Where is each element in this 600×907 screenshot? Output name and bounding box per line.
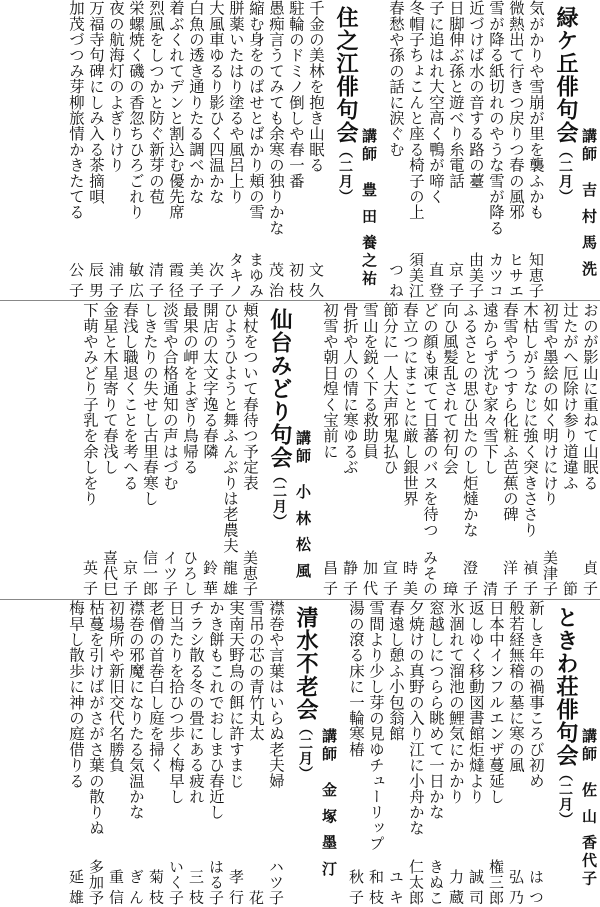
author-name: 弘 乃 xyxy=(507,869,525,905)
band-top xyxy=(0,0,600,300)
group-header-midorigaoka xyxy=(546,0,600,300)
author-name: 公 子 xyxy=(67,262,85,298)
poem-column: 春立つにまことに厳し銀世界 時 美 xyxy=(401,302,419,596)
poem-column: 新しき年の禍事ころび初め は つ xyxy=(527,600,545,905)
author-name: 貞 子 xyxy=(581,560,599,596)
author-name: つ ね xyxy=(387,262,405,298)
group-title: 清水不老会（二月） xyxy=(293,606,318,781)
author-name: 洋 子 xyxy=(501,560,519,596)
poem-column: 枯蔓を引けばがさがさ葉の散りぬ 多加予 xyxy=(87,600,105,905)
poem-column: 雪山を鋭く下る救助員 加 代 xyxy=(361,302,379,596)
author-name: 孝 行 xyxy=(227,869,245,905)
poem-column: 初雪や朝日煌く宝前に 昌 子 xyxy=(321,302,339,596)
poem-column: 胼薬いたはり塗るや風呂上り タキノ xyxy=(227,0,245,298)
author-name: 菊 枝 xyxy=(147,869,165,905)
poem-column: 夕焼けの真野の入り江に小舟かな 仁太郎 xyxy=(407,600,425,905)
group-header-sendai-midori xyxy=(260,302,314,598)
author-name: 澄 子 xyxy=(461,560,479,596)
author-name: 文 久 xyxy=(307,262,325,298)
author-name: 昌 子 xyxy=(321,560,339,596)
poem-column: かき餅もこれでおしまひ春近し はる子 xyxy=(207,600,225,905)
author-name: ハツ子 xyxy=(267,859,285,905)
author-name: 清 xyxy=(481,580,499,596)
poem-column: 気がかりや雪崩が里を襲ふかも 知恵子 xyxy=(527,0,545,298)
author-name: イツ子 xyxy=(161,550,179,596)
poem-column: 雪吊の芯の青竹丸太 花 xyxy=(247,600,265,905)
author-name: 英 子 xyxy=(81,560,99,596)
author-name: ひろし xyxy=(181,550,199,596)
poem-column: 最果の岬をよぎり鳥帰る ひろし xyxy=(181,302,199,596)
poem-column: 金星と木星寄りて春浅し 喜代巳 xyxy=(101,302,119,596)
author-name: いく子 xyxy=(167,859,185,905)
author-name: 初 枝 xyxy=(287,262,305,298)
group-title: 仙台みどり句会（二月） xyxy=(267,308,292,529)
author-name: 秋 子 xyxy=(347,869,365,905)
author-name: 美津子 xyxy=(541,550,559,596)
poem-column: 節分に一人大声邪鬼払ひ 宣 子 xyxy=(381,302,399,596)
poem-column: 着ぶくれてデンと割込む優先席 霞 径 xyxy=(167,0,185,298)
teacher-name: 講師 吉 村 馬 洗 xyxy=(580,128,598,279)
author-name: 京 子 xyxy=(121,560,139,596)
poem-column: おのが影山に重ねて山眠る 貞 子 xyxy=(581,302,599,596)
author-name: 多加予 xyxy=(87,859,105,905)
poem-column: しきたりの失せし古里春寒し 信一郎 xyxy=(141,302,159,596)
teacher-name: 講師 金 塚 墨 汀 xyxy=(320,728,338,879)
author-name: 静 子 xyxy=(341,560,359,596)
poem-column: 雪が降る紙切れのやうな雪が降る カツコ xyxy=(487,0,505,298)
group-title: ときわ荘俳句会（二月） xyxy=(553,606,578,827)
poem-column: 微熱出て行きつ戻りつ春の風邪 ヒサエ xyxy=(507,0,525,298)
poem-column: 千金の美林を抱き山眠る 文 久 xyxy=(307,0,325,298)
poem-column: 愚痴言うてみても余寒の独りかな 茂 治 xyxy=(267,0,285,298)
author-name: 延 雄 xyxy=(67,869,85,905)
poem-column: 日脚伸ぶ孫と遊べり糸電話 京 子 xyxy=(447,0,465,298)
author-name: 知恵子 xyxy=(527,252,545,298)
poem-column: 返しゆく移動図書館炬燵より 誠 司 xyxy=(467,600,485,905)
author-name: カツコ xyxy=(487,252,505,298)
poem-column: 実南天野鳥の餌に許すまじ 孝 行 xyxy=(227,600,245,905)
poem-column: 春雪やうつすら化粧ふ芭蕉の碑 洋 子 xyxy=(501,302,519,596)
poem-column: 栄螺焼く磯の香忽ちひろごれり 敏 広 xyxy=(127,0,145,298)
poem-column: ひようひようと舞ふんぶりは老農夫 龍 雄 xyxy=(221,302,239,596)
poem-column: 初雪や墨絵の如く明けにけり 美津子 xyxy=(541,302,559,596)
author-name: 直 登 xyxy=(427,262,445,298)
poem-column: 子に追はれ大空高く鴨が啼く 直 登 xyxy=(427,0,445,298)
poem-column: 加茂づつみ芽柳旅情かきたてる 公 子 xyxy=(67,0,85,298)
poem-column: 雪間より少し芽の見ゆチューリップ 和 枝 xyxy=(367,600,385,905)
poem-column: 淡雪や合格通知の声はづむ イツ子 xyxy=(161,302,179,596)
poem-column: 般若経無稽の墓に寒の風 弘 乃 xyxy=(507,600,525,905)
poem-column: 氷涸れて溜池の鯉気にかかり 力 蔵 xyxy=(447,600,465,905)
poem-column: 駐輪のドミノ倒しや春一番 初 枝 xyxy=(287,0,305,298)
poem-column: 老僧の首巻白し庭を掃く 菊 枝 xyxy=(147,600,165,905)
band-middle-columns xyxy=(0,302,600,598)
author-name: 花 xyxy=(247,889,265,905)
author-name: 次 子 xyxy=(207,262,225,298)
poem-column: 烈風をしつかと防ぐ新芽の苞 清 子 xyxy=(147,0,165,298)
poem-column: 冬帽子ちょこんと座る椅子の上 須美江 xyxy=(407,0,425,298)
poem-column: 夜の航海灯のよぎりけり 浦 子 xyxy=(107,0,125,298)
band-middle xyxy=(0,302,600,598)
author-name: 清 子 xyxy=(147,262,165,298)
group-title: 住之江俳句会（二月） xyxy=(333,6,358,204)
author-name: 浦 子 xyxy=(107,262,125,298)
author-name: 力 蔵 xyxy=(447,869,465,905)
band-bottom xyxy=(0,600,600,907)
author-name: 加 代 xyxy=(361,560,379,596)
poem-column: 初場所や新旧交代名勝負 重 信 xyxy=(107,600,125,905)
group-header-shimizu-furou xyxy=(286,600,340,907)
author-name: 重 信 xyxy=(107,869,125,905)
band-bottom-columns xyxy=(0,600,600,907)
author-name: 誠 司 xyxy=(467,869,485,905)
author-name: 龍 雄 xyxy=(221,560,239,596)
author-name: 仁太郎 xyxy=(407,859,425,905)
divider xyxy=(0,300,600,301)
author-name: 禎 子 xyxy=(521,560,539,596)
author-name: 由美子 xyxy=(467,252,485,298)
author-name: 和 枝 xyxy=(367,869,385,905)
author-name: みその xyxy=(421,550,439,596)
poem-column: どの顔も凍てて日蕃のバスを待つ みその xyxy=(421,302,439,596)
poem-column: 木枯しがうなじに強く突きささり 禎 子 xyxy=(521,302,539,596)
author-name: 璋 xyxy=(441,580,459,596)
author-name: 美 子 xyxy=(187,262,205,298)
poem-column: 向ひ風髪乱されて初句会 璋 xyxy=(441,302,459,596)
poem-column: 襟巻や言葉はいらぬ老夫婦 ハツ子 xyxy=(267,600,285,905)
author-name: タキノ xyxy=(227,252,245,298)
author-name: 喜代巳 xyxy=(101,550,119,596)
author-name: 信一郎 xyxy=(141,550,159,596)
poem-column: 白魚の透き通りたる調べかな 美 子 xyxy=(187,0,205,298)
poem-column: 大風車ゆるり影ひく四温かな 次 子 xyxy=(207,0,225,298)
author-name: はる子 xyxy=(207,859,225,905)
poem-column: 日当たりを拾ひつ歩く梅早し いく子 xyxy=(167,600,185,905)
author-name: 節 xyxy=(561,580,579,596)
author-name: 茂 治 xyxy=(267,262,285,298)
author-name: 宣 子 xyxy=(381,560,399,596)
poem-column: 日本中インフルエンザ蔓延し 権三郎 xyxy=(487,600,505,905)
author-name: 三 枝 xyxy=(187,869,205,905)
author-name: は つ xyxy=(527,869,545,905)
poem-column: 近づけば水の音する路の薹 由美子 xyxy=(467,0,485,298)
author-name: 時 美 xyxy=(401,560,419,596)
teacher-name: 講師 豊 田 養之祐 xyxy=(360,128,378,289)
poem-column: 湯の滾る床に一輪寒椿 秋 子 xyxy=(347,600,365,905)
author-name: きぬこ xyxy=(427,859,445,905)
group-header-tokiwaso xyxy=(546,600,600,907)
author-name: 鈴 華 xyxy=(201,560,219,596)
poem-column: 遠からず沈む家々雪下し 清 xyxy=(481,302,499,596)
poem-column: 辻たがへ厄除け参り道違ふ 節 xyxy=(561,302,579,596)
poem-column: 梅早し散歩に神の庭借りる 延 雄 xyxy=(67,600,85,905)
poem-column: 万福寺句碑にしみ入る茶摘唄 辰 男 xyxy=(87,0,105,298)
poem-column: ふるさとの思ひ出たのし炬燵かな 澄 子 xyxy=(461,302,479,596)
band-top-columns xyxy=(0,0,600,300)
author-name: ぎ ん xyxy=(127,869,145,905)
poem-column: 骨折や人の情に寒ゆるぶ 静 子 xyxy=(341,302,359,596)
poem-column: 開店の太文字逸る春隣 鈴 華 xyxy=(201,302,219,596)
author-name: 霞 径 xyxy=(167,262,185,298)
poem-column: 春浅し職退くことを考へる 京 子 xyxy=(121,302,139,596)
author-name: 敏 広 xyxy=(127,262,145,298)
author-name: 辰 男 xyxy=(87,262,105,298)
poem-column: チラシ散る冬の畳にある疲れ 三 枝 xyxy=(187,600,205,905)
author-name: ヒサエ xyxy=(507,252,525,298)
author-name: まゆみ xyxy=(247,252,265,298)
author-name: 美恵子 xyxy=(241,550,259,596)
poem-column: 縮む身をのばせとばかり頬の雪 まゆみ xyxy=(247,0,265,298)
author-name: 権三郎 xyxy=(487,859,505,905)
author-name: ユ キ xyxy=(387,869,405,905)
teacher-name: 講師 佐 山 香代子 xyxy=(580,728,598,889)
poem-column: 襟巻の邪魔になりたる気温かな ぎ ん xyxy=(127,600,145,905)
teacher-name: 講師 小 林 松 風 xyxy=(294,430,312,581)
poem-column: 頬杖をついて春待つ予定表 美恵子 xyxy=(241,302,259,596)
poem-column: 春愁や孫の話に涙ぐむ つ ね xyxy=(387,0,405,298)
author-name: 須美江 xyxy=(407,252,425,298)
group-title: 緑ケ丘俳句会（二月） xyxy=(553,6,578,204)
poem-column: 下萌やみどり子乳を余しをり 英 子 xyxy=(81,302,99,596)
author-name: 京 子 xyxy=(447,262,465,298)
group-header-suminoe xyxy=(326,0,380,300)
poem-column: 春遠し憩ふ小包翁館 ユ キ xyxy=(387,600,405,905)
poem-column: 窓越しにつらら眺めて一日かな きぬこ xyxy=(427,600,445,905)
